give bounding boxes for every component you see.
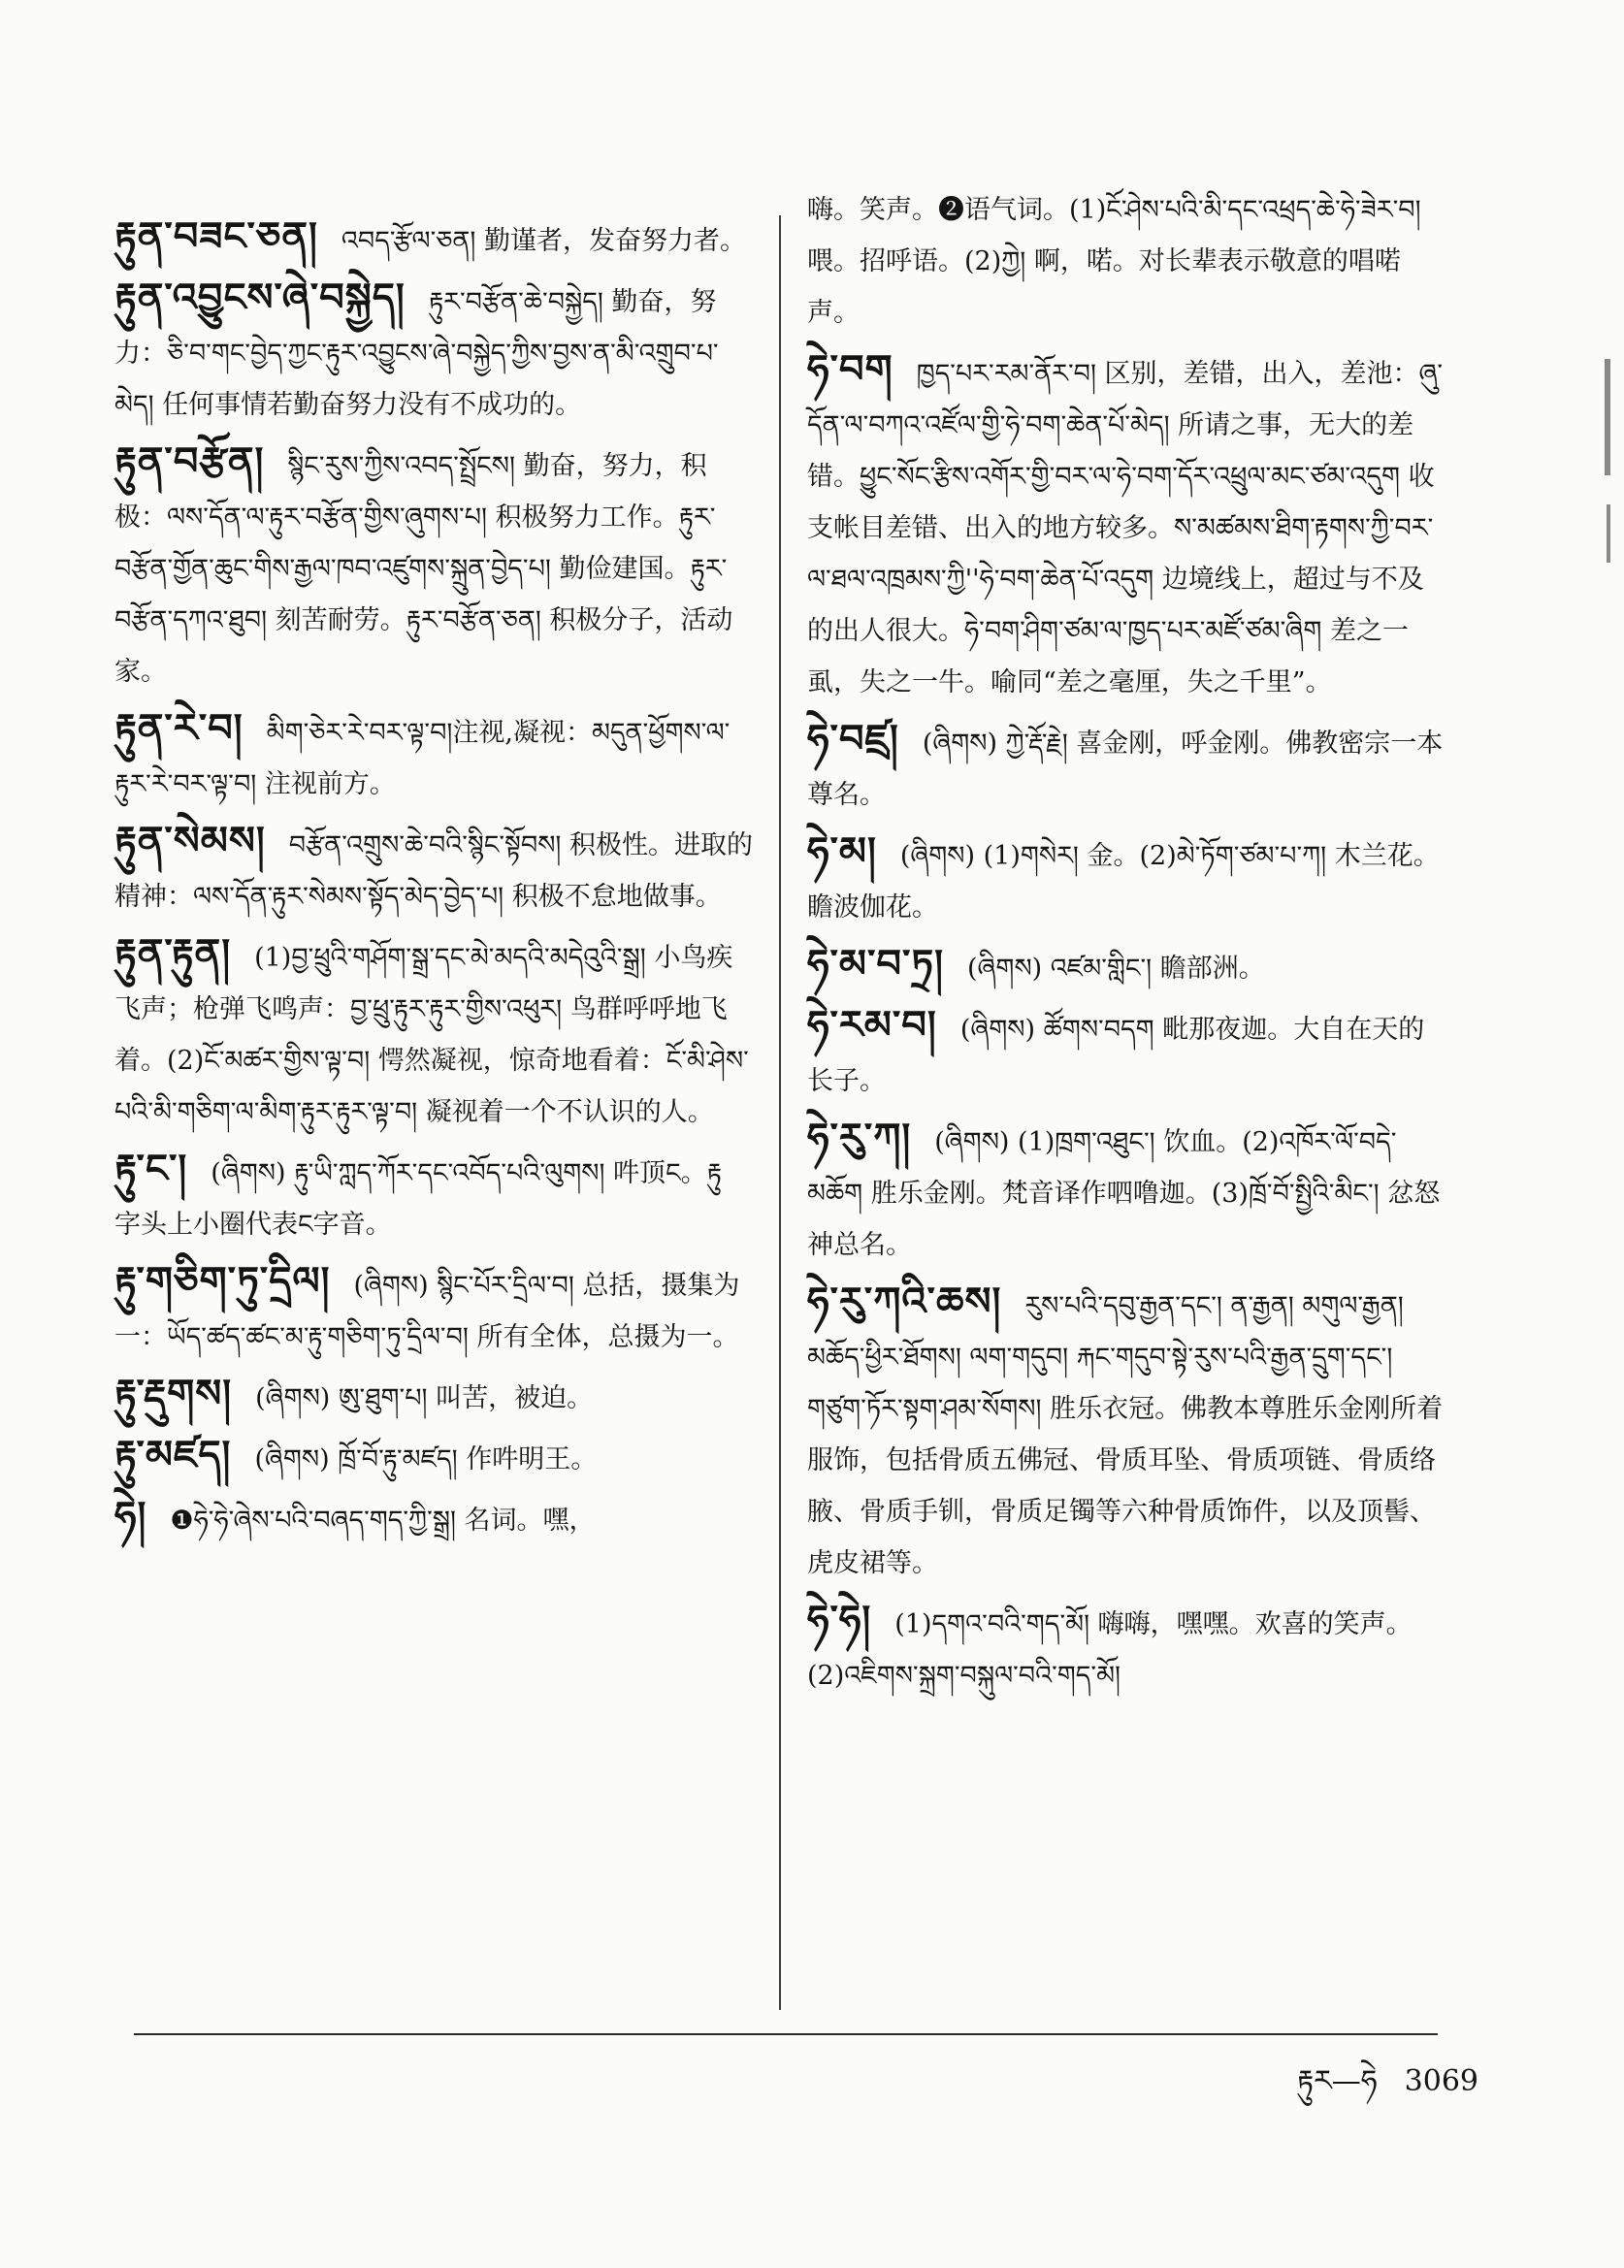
entry (114, 703, 755, 810)
entry (807, 714, 1447, 821)
entry (807, 826, 1447, 933)
definition: (ཞིགས) ཚོགས་བདག 毗那夜迦。大自在天的长子。 (807, 1015, 1425, 1096)
headword: ཧེ་བཛྲ། (807, 717, 899, 761)
edge-mark (1605, 359, 1610, 475)
definition: (ཞིགས) འཛམ་གླིང་། 瞻部洲。 (967, 954, 1265, 984)
definition: (ཞིགས) སྙིང་པོར་དྲིལ་བ། 总括，摄集为一：ཡོད་ཚད་ཚང་མ་རྟུ་གཅིག་ཏུ་དྲིལ་བ། 所有全体，总摄为一。 (114, 1271, 740, 1352)
entry (114, 816, 755, 923)
definition: རྟུར་བརྩོན་ཆེ་བསྐྱེད། 勤奋，努力：ཅི་བ་གང་བྱེད་ཀྱང་རྟུར་འབྱུངས་ཞེ་བསྐྱེད་ཀྱིས་བྱས་ན་མི་འགྲུབ་པ་མེད། 任何事情若勤奋努力没有不成功的。 (114, 287, 719, 420)
headword: རྟུན་རེ་བ། (114, 706, 244, 751)
entry (114, 928, 755, 1138)
definition: (1)བྱ་ཕྲུའི་གཤོག་སྒྲ་དང་མེ་མདའི་མདེའུའི་སྒྲ། 小鸟疾飞声；枪弹飞鸣声：བྱ་ཕྲུ་རྟུར་རྟུར་གྱིས་འཕུར། 鸟群呼呼地飞着。(2)ངོ་མཚར་གྱིས་ལྟ་བ། 愕然凝视，惊奇地看着：ངོ་མི་ཤེས་པའི་མི་གཅིག་ལ་མིག་རྟུར་རྟུར་ལྟ་བ། 凝视着一个不认识的人。 (114, 943, 749, 1127)
headword: ཧེ་རུ་ཀའི་ཆས། (807, 1280, 1002, 1324)
headword: ཧེ་མ། (807, 829, 877, 874)
definition: ཁྱད་པར་རམ་ནོར་བ། 区别，差错，出入，差池：ཞུ་དོན་ལ་བཀའ་འཛོལ་གྱི་ཧེ་བག་ཆེན་པོ་མེད། 所请之事，无大的差错。ཕྱུང་སོང་རྩིས་འགོར་གྱི་བར་ལ་ཧེ་བག་དོར་འཕྲུལ་མང་ཙམ་འདུག 收支帐目差错、出入的地方较多。ས་མཚམས་ཐིག་རྟགས་ཀྱི་བར་ལ་ཐལ་འཁྲམས་ཀྱི''ཧེ་བག་ཆེན་པོ་འདུག 边境线上，超过与不及的出人很大。ཧེ་བག་ཤིག་ཙམ་ལ་ཁྱད་པར་མཛོ་ཙམ་ཞིག 差之一虱，失之一牛。喻同“差之毫厘，失之千里”。 (807, 359, 1444, 697)
definition: (ཞིགས) (1)གསེར། 金。(2)མེ་ཏོག་ཙམ་པ་ཀ། 木兰花。瞻波伽花。 (807, 841, 1440, 923)
entry (807, 1113, 1447, 1271)
entry (807, 344, 1447, 708)
headword: ཧེ། (114, 1494, 147, 1539)
entry (114, 1256, 755, 1363)
definition: (ཞིགས) ཀྱེ་རྡོ་རྗེ། 喜金刚，呼金刚。佛教密宗一本尊名。 (807, 729, 1444, 810)
headword: རྟུན་འབྱུངས་ཞེ་བསྐྱེད། (114, 275, 406, 320)
column-divider (779, 215, 781, 2010)
definition: (1)དགའ་བའི་གད་མོ། 嗨嗨，嘿嘿。欢喜的笑声。(2)འཇིགས་སྐྲག་བསྐུལ་བའི་གད་མོ། (807, 1609, 1413, 1691)
definition: (ཞིགས) ཁྲོ་བོ་རྟུ་མཛད། 作吽明王。 (254, 1444, 598, 1474)
entry (807, 1277, 1447, 1589)
entry (807, 939, 1447, 994)
headword: རྟུན་རྟུན། (114, 931, 232, 976)
page-number: 3069 (1404, 2064, 1478, 2098)
definition: མིག་ཅེར་རེ་བར་ལྟ་བ།注视,凝视：མདུན་ཕྱོགས་ལ་རྟུར་རེ་བར་ལྟ་བ། 注视前方。 (114, 718, 731, 799)
entry (807, 1595, 1447, 1701)
definition: (ཞིགས) རྟུ་ཡི་ཀླད་ཀོར་དང་འབོད་པའི་ལུགས། 吽顶ང。རྟུ 字头上小圈代表ང字音。 (114, 1158, 722, 1240)
entry (114, 1430, 755, 1485)
entry (807, 1000, 1447, 1107)
definition: བརྩོན་འགྲུས་ཆེ་བའི་སྙིང་སྟོབས། 积极性。进取的精神：ལས་དོན་རྟུར་སེམས་སྟོད་མེད་བྱེད་པ། 积极不怠地做事。 (114, 830, 754, 912)
entry (114, 1369, 755, 1424)
headword: ཧེ་ཧེ། (807, 1598, 872, 1642)
page-range: རྟུར—ཧེ (1297, 2064, 1378, 2098)
definition: སྙིང་རུས་ཀྱིས་འབད་སྤྲོངས། 勤奋，努力，积极：ལས་དོན་ལ་རྟུར་བརྩོན་གྱིས་ཞུགས་པ། 积极努力工作。རྟུར་བརྩོན་གྱོན་ཆུང་གིས་རྒྱལ་ཁབ་འཛུགས་སྐྲུན་བྱེད་པ། 勤俭建国。རྟུར་བརྩོན་དཀའ་ཐུབ། 刻苦耐劳。རྟུར་བརྩོན་ཅན། 积极分子，活动家。 (114, 451, 733, 687)
headword: རྟུ་མཛད། (114, 1433, 232, 1477)
entry (114, 211, 755, 267)
left-column (114, 211, 755, 1552)
footer-rule (134, 2033, 1438, 2035)
headword: རྟུ་རྡུགས། (114, 1372, 233, 1416)
right-column (807, 184, 1447, 1707)
headword: རྟུན་སེམས། (114, 819, 266, 863)
headword: ཧེ་མ་བ་ཏྲ། (807, 942, 944, 987)
headword: རྟུ་གཅིག་ཏུ་དྲིལ། (114, 1259, 331, 1304)
headword: ཧེ་བག (807, 347, 893, 392)
definition: ❶ཧེ་ཧེ་ཞེས་པའི་བཞད་གད་ཀྱི་སྒྲ། 名词。嘿， (170, 1506, 596, 1536)
headword: རྟུ་ང་། (114, 1147, 188, 1191)
entry-continuation (807, 184, 1447, 339)
headword: ཧེ་རུ་ཀ། (807, 1116, 912, 1160)
definition: (ཞིགས) ཨུ་ཐུག་པ། 叫苦，被迫。 (255, 1383, 594, 1413)
definition: རུས་པའི་དབུ་རྒྱན་དང་། ན་རྒྱན། མགུལ་རྒྱན། མཆོད་ཕྱིར་ཐོགས། ལག་གདུབ། རྐང་གདུབ་སྟེ་རུས་པའི་རྒྱན་དྲུག་དང་། གཙུག་ཏོར་སྟག་ཤམ་སོགས། 胜乐衣冠。佛教本尊胜乐金刚所着服饰，包括骨质五佛冠、骨质耳坠、骨质项链、骨质络腋、骨质手钏，骨质足镯等六种骨质饰件，以及顶髻、虎皮裙等。 (807, 1291, 1444, 1578)
definition: (ཞིགས) (1)ཁྲག་འཐུང་། 饮血。(2)འཁོར་ལོ་བདེ་མཆོག 胜乐金刚。梵音译作呬噜迦。(3)ཁྲོ་བོ་སྤྱིའི་མིང་། 忿怒神总名。 (807, 1127, 1441, 1260)
edge-mark (1607, 504, 1610, 563)
headword: རྟུན་བཟང་ཅན། (114, 214, 318, 259)
entry (114, 273, 755, 431)
headword: རྟུན་བརྩོན། (114, 439, 265, 484)
page-footer (1270, 2049, 1478, 2130)
entry (114, 437, 755, 697)
entry (114, 1144, 755, 1250)
headword: ཧེ་རམ་བ། (807, 1003, 937, 1048)
entry (114, 1491, 755, 1546)
definition: 嗨。笑声。❷语气词。(1)ངོ་ཤེས་པའི་མི་དང་འཕྲད་ཆེ་ཧེ་ཟེར་བ། 喂。招呼语。(2)ཀྱེ། 啊，喏。对长辈表示敬意的唱喏声。 (807, 195, 1421, 328)
definition: འབད་རྩོལ་ཅན། 勤谨者，发奋努力者。 (341, 226, 747, 256)
